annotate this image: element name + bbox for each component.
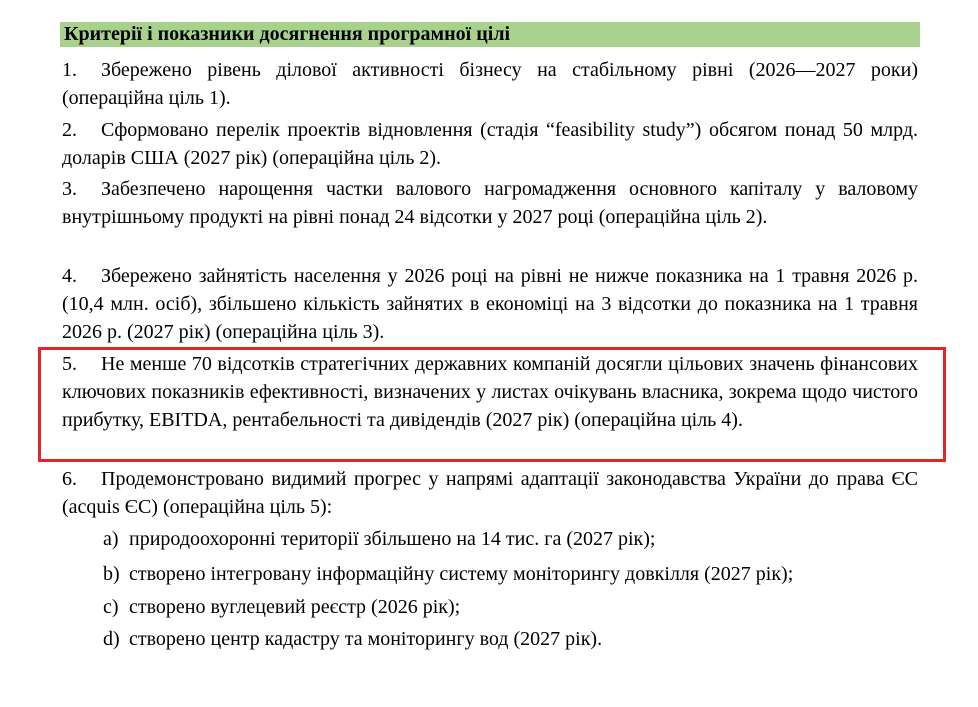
criterion-2	[62, 116, 918, 172]
criterion-number: 1.	[62, 59, 77, 81]
criterion-number: 2.	[62, 119, 77, 141]
subitem-letter: b)	[103, 563, 120, 585]
criterion-text: Збережено рівень ділової активності бізнесу на стабільному рівні (2026—2027 роки) (операційна ціль 1).	[62, 59, 918, 109]
subitem-text: створено центр кадастру та моніторингу вод (2027 рік).	[129, 628, 603, 650]
subitem-letter: d)	[103, 628, 120, 650]
subitem-text: природоохоронні території збільшено на 14 тис. га (2027 рік);	[129, 528, 656, 550]
criterion-number: 5.	[62, 353, 77, 375]
criterion-5	[62, 350, 918, 434]
criterion-4	[62, 262, 918, 346]
criterion-1	[62, 56, 918, 112]
subitem-d	[103, 625, 933, 653]
subitem-b	[103, 560, 933, 588]
subitem-letter: a)	[103, 528, 119, 550]
criterion-text: Сформовано перелік проектів відновлення (стадія “feasibility study”) обсягом понад 50 млрд. доларів США (2027 рік) (операційна ціль 2).	[62, 119, 918, 169]
criterion-number: 6.	[62, 468, 77, 490]
subitem-letter: c)	[103, 596, 119, 618]
subitem-text: створено інтегровану інформаційну систему моніторингу довкілля (2027 рік);	[129, 563, 794, 585]
subitem-a	[103, 525, 933, 553]
subitem-c	[103, 593, 933, 621]
criterion-text: Продемонстровано видимий прогрес у напрямі адаптації законодавства України до права ЄС (acquis ЄС) (операційна ціль 5):	[62, 468, 918, 518]
section-heading: Критерії і показники досягнення програмної цілі	[60, 22, 920, 47]
subitem-text: створено вуглецевий реєстр (2026 рік);	[129, 596, 461, 618]
criterion-number: 3.	[62, 178, 77, 200]
criterion-text: Забезпечено нарощення частки валового нагромадження основного капіталу у валовому внутрішньому продукті на рівні понад 24 відсотки у 2027 році (операційна ціль 2).	[62, 178, 918, 228]
criterion-text: Збережено зайнятість населення у 2026 році на рівні не нижче показника на 1 травня 2026 р. (10,4 млн. осіб), збільшено кількість зайнятих в економіці на 3 відсотки до показника на 1 травня 2026 р. (2027 рік) (операційна ціль 3).	[62, 265, 918, 343]
criterion-number: 4.	[62, 265, 77, 287]
criterion-3	[62, 175, 918, 231]
criterion-6	[62, 465, 918, 521]
criterion-text: Не менше 70 відсотків стратегічних державних компаній досягли цільових значень фінансових ключових показників ефективності, визначених у листах очікувань власника, зокрема щодо чистого прибутку, EBITDA, рентабельності та дивідендів (2027 рік) (операційна ціль 4).	[62, 353, 918, 431]
